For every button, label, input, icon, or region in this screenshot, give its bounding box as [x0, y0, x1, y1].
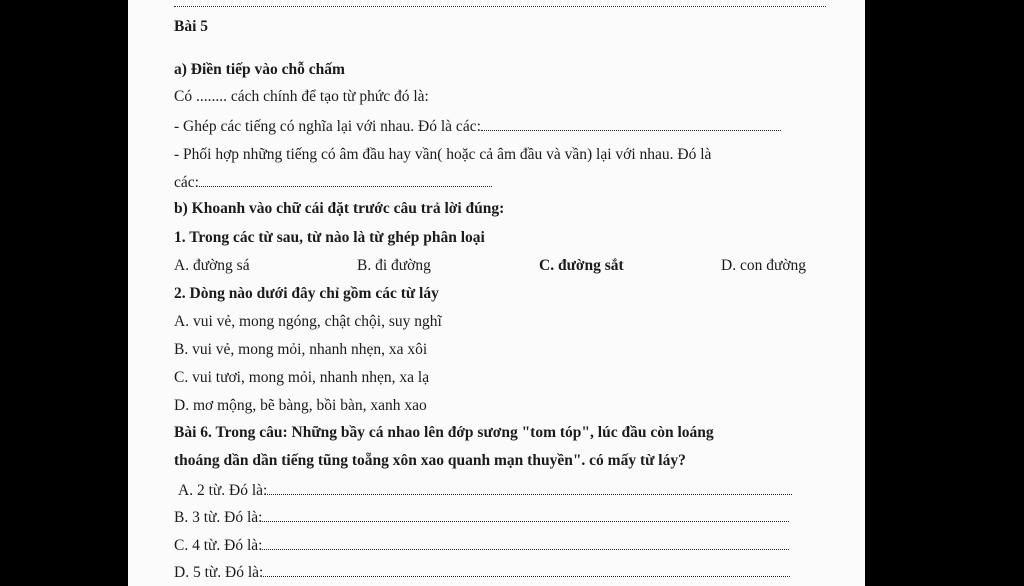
- part-a-line2: [174, 116, 781, 137]
- part-a-line1-start: Có: [174, 88, 193, 105]
- answer-blank[interactable]: [267, 480, 792, 495]
- q1-option-a[interactable]: A. đường sá: [174, 257, 250, 274]
- q1-option-d[interactable]: D. con đường: [721, 257, 807, 274]
- part-a-line2-text: - Ghép các tiếng có nghĩa lại với nhau. Đó là các:: [174, 118, 481, 135]
- bai6-question-line2: thoáng dần dần tiếng tũng toẵng xôn xao quanh mạn thuyền". có mấy từ láy?: [174, 452, 686, 469]
- answer-blank[interactable]: [262, 535, 789, 550]
- answer-blank[interactable]: [263, 562, 790, 577]
- q2-option-a[interactable]: A. vui vẻ, mong ngóng, chật chội, suy nghĩ: [174, 313, 442, 330]
- worksheet-page: [128, 0, 865, 586]
- answer-blank[interactable]: [199, 172, 492, 187]
- bai6-option-a-label: A. 2 từ. Đó là:: [178, 482, 268, 499]
- q2-question: 2. Dòng nào dưới đây chỉ gồm các từ láy: [174, 285, 439, 302]
- bai6-option-b: [174, 507, 789, 528]
- q1-option-c[interactable]: C. đường sắt: [539, 257, 624, 274]
- part-a-line4-text: các:: [174, 174, 199, 191]
- bai6-question-line1: Bài 6. Trong câu: Những bầy cá nhao lên đớp sương "tom tóp", lúc đầu còn loáng: [174, 424, 714, 441]
- part-a-line1: [174, 87, 429, 107]
- q1-option-b[interactable]: B. đi đường: [357, 257, 431, 274]
- answer-blank[interactable]: [262, 507, 789, 522]
- answer-blank[interactable]: [481, 116, 781, 131]
- bai6-option-a: [178, 480, 792, 501]
- bai6-option-d: [174, 562, 790, 583]
- q1-question: 1. Trong các từ sau, từ nào là từ ghép phân loại: [174, 229, 485, 246]
- q2-option-d[interactable]: D. mơ mộng, bẽ bàng, bồi bàn, xanh xao: [174, 397, 427, 414]
- bai6-option-c: [174, 535, 789, 556]
- top-dotted-rule: [174, 6, 826, 7]
- part-a-heading: a) Điền tiếp vào chỗ chấm: [174, 61, 345, 78]
- part-a-line3: - Phối hợp những tiếng có âm đầu hay vần( hoặc cả âm đầu và vần) lại với nhau. Đó là: [174, 146, 712, 163]
- part-a-line4: [174, 172, 492, 193]
- q2-option-b[interactable]: B. vui vẻ, mong mỏi, nhanh nhẹn, xa xôi: [174, 341, 428, 358]
- bai6-option-b-label: B. 3 từ. Đó là:: [174, 509, 263, 526]
- bai5-title: Bài 5: [174, 18, 209, 35]
- bai6-option-c-label: C. 4 từ. Đó là:: [174, 537, 263, 554]
- part-b-heading: b) Khoanh vào chữ cái đặt trước câu trả lời đúng:: [174, 200, 505, 217]
- part-a-line1-end: cách chính để tạo từ phức đó là:: [230, 88, 429, 105]
- part-a-line1-dots: ........: [195, 88, 227, 105]
- bai6-option-d-label: D. 5 từ. Đó là:: [174, 564, 264, 581]
- q2-option-c[interactable]: C. vui tươi, mong mỏi, nhanh nhẹn, xa lạ: [174, 369, 430, 386]
